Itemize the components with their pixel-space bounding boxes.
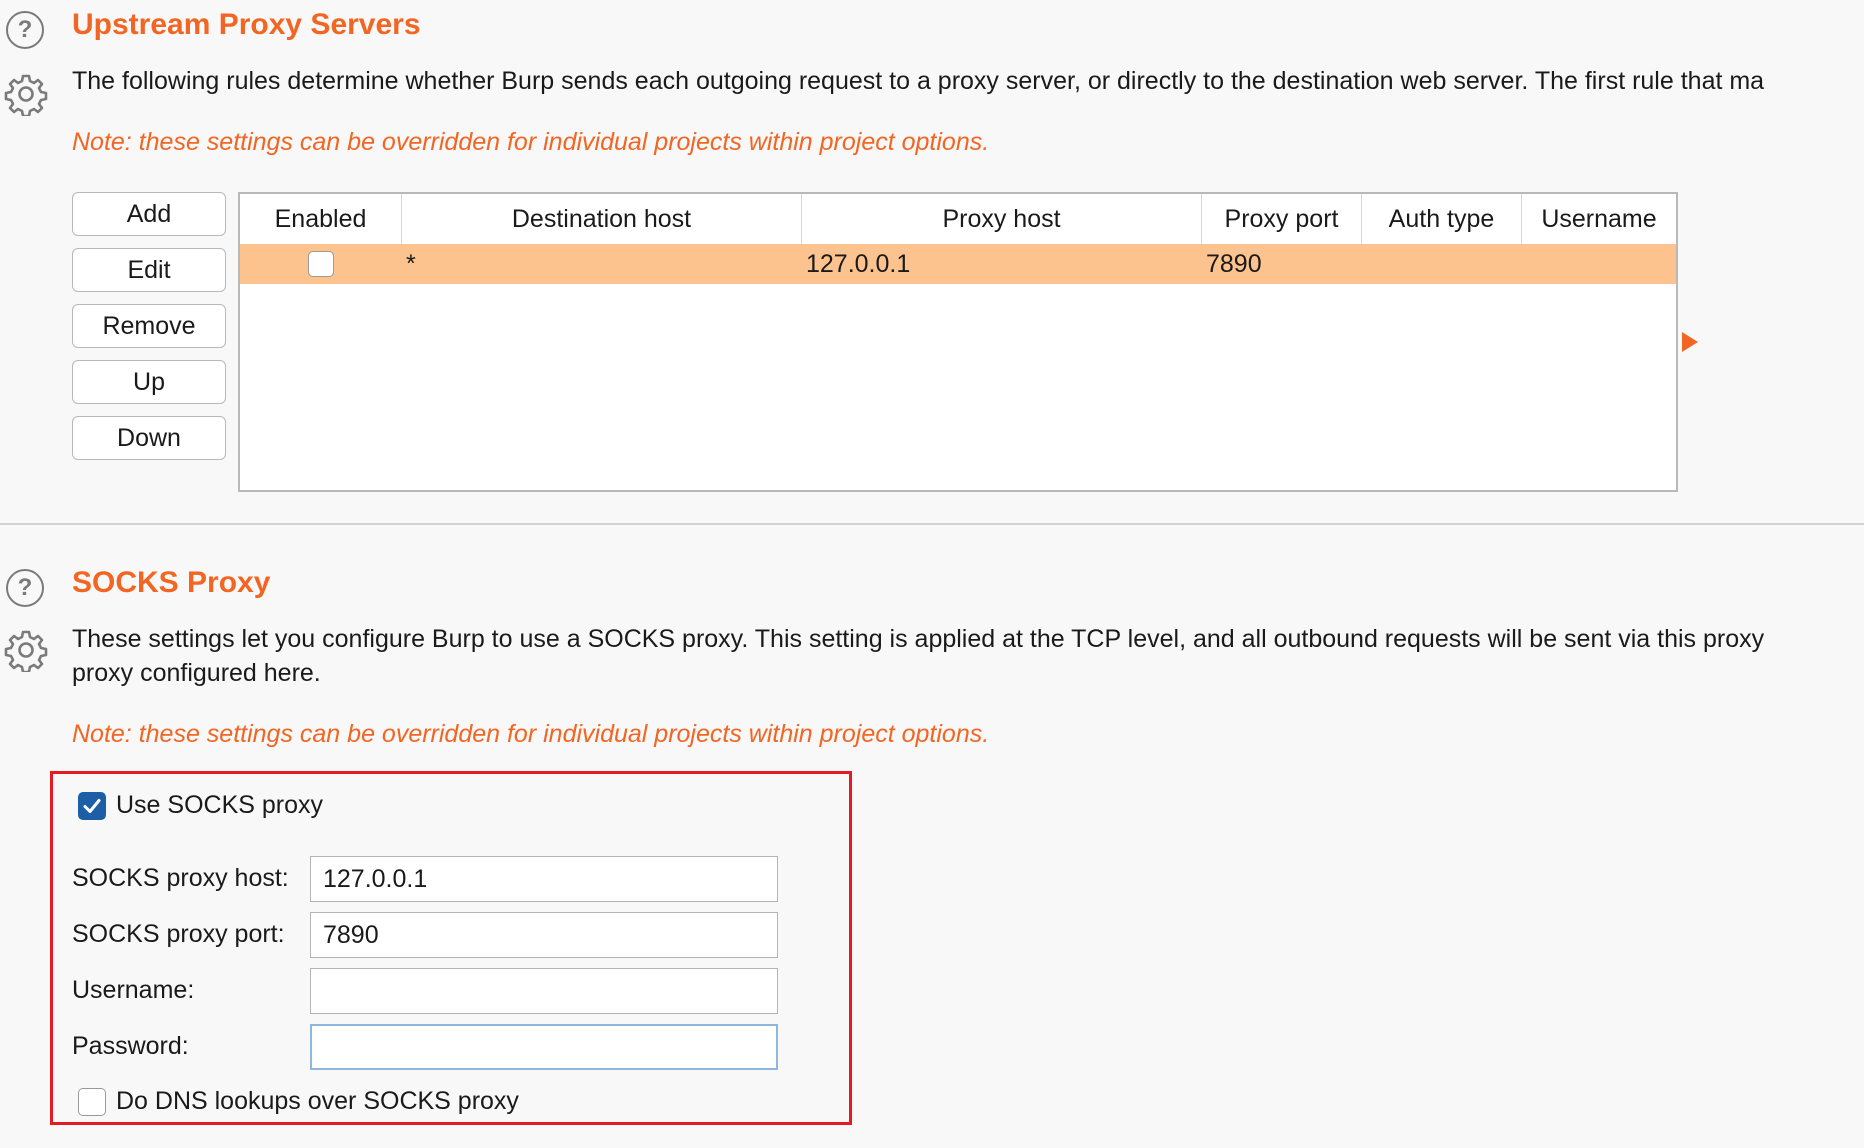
help-icon[interactable]: ?	[6, 11, 44, 49]
table-row[interactable]	[240, 244, 1676, 284]
username-input[interactable]	[310, 968, 778, 1014]
upstream-note: Note: these settings can be overridden for individual projects within project options.	[72, 128, 990, 156]
remove-button[interactable]: Remove	[72, 304, 226, 348]
socks-description-line2: proxy configured here.	[72, 659, 321, 687]
upstream-description: The following rules determine whether Burp sends each outgoing request to a proxy server, or directly to the destination web server. The first rule that ma	[72, 67, 1765, 95]
gear-icon[interactable]	[4, 628, 48, 672]
socks-description-line1: These settings let you configure Burp to use a SOCKS proxy. This setting is applied at the TCP level, and all outbound requests will be sent via this proxy	[72, 625, 1765, 653]
socks-note: Note: these settings can be overridden for individual projects within project options.	[72, 720, 990, 748]
upstream-section-title: Upstream Proxy Servers	[72, 8, 421, 41]
dns-lookup-checkbox-row[interactable]	[78, 1087, 519, 1116]
section-divider	[0, 523, 1864, 525]
expand-arrow-icon[interactable]	[1682, 332, 1698, 352]
gear-icon[interactable]	[4, 72, 48, 116]
column-header-username[interactable]: Username	[1541, 204, 1657, 233]
socks-port-label: SOCKS proxy port:	[72, 920, 285, 948]
socks-host-label: SOCKS proxy host:	[72, 864, 289, 892]
upstream-proxy-table[interactable]	[238, 192, 1678, 492]
column-header-destination-host[interactable]: Destination host	[402, 194, 802, 244]
column-header-proxy-host[interactable]: Proxy host	[802, 194, 1202, 244]
socks-port-input[interactable]: 7890	[310, 912, 778, 958]
column-header-enabled[interactable]: Enabled	[240, 194, 402, 244]
destination-host-cell: *	[406, 249, 416, 278]
socks-host-input[interactable]: 127.0.0.1	[310, 856, 778, 902]
password-label: Password:	[72, 1032, 189, 1060]
dns-lookup-label: Do DNS lookups over SOCKS proxy	[116, 1087, 519, 1115]
table-header	[240, 194, 1676, 245]
column-header-auth-type[interactable]: Auth type	[1362, 194, 1522, 244]
use-socks-checkbox-row[interactable]	[78, 791, 323, 820]
socks-section-title: SOCKS Proxy	[72, 566, 271, 599]
username-label: Username:	[72, 976, 195, 1004]
use-socks-checkbox[interactable]	[78, 792, 106, 820]
column-header-proxy-port[interactable]: Proxy port	[1202, 194, 1362, 244]
add-button[interactable]: Add	[72, 192, 226, 236]
help-icon[interactable]: ?	[6, 569, 44, 607]
up-button[interactable]: Up	[72, 360, 226, 404]
dns-lookup-checkbox[interactable]	[78, 1088, 106, 1116]
edit-button[interactable]: Edit	[72, 248, 226, 292]
proxy-port-cell: 7890	[1206, 249, 1262, 278]
password-input[interactable]	[310, 1024, 778, 1070]
down-button[interactable]: Down	[72, 416, 226, 460]
enabled-checkbox[interactable]	[308, 244, 334, 284]
proxy-host-cell: 127.0.0.1	[806, 249, 911, 278]
use-socks-label: Use SOCKS proxy	[116, 791, 324, 819]
